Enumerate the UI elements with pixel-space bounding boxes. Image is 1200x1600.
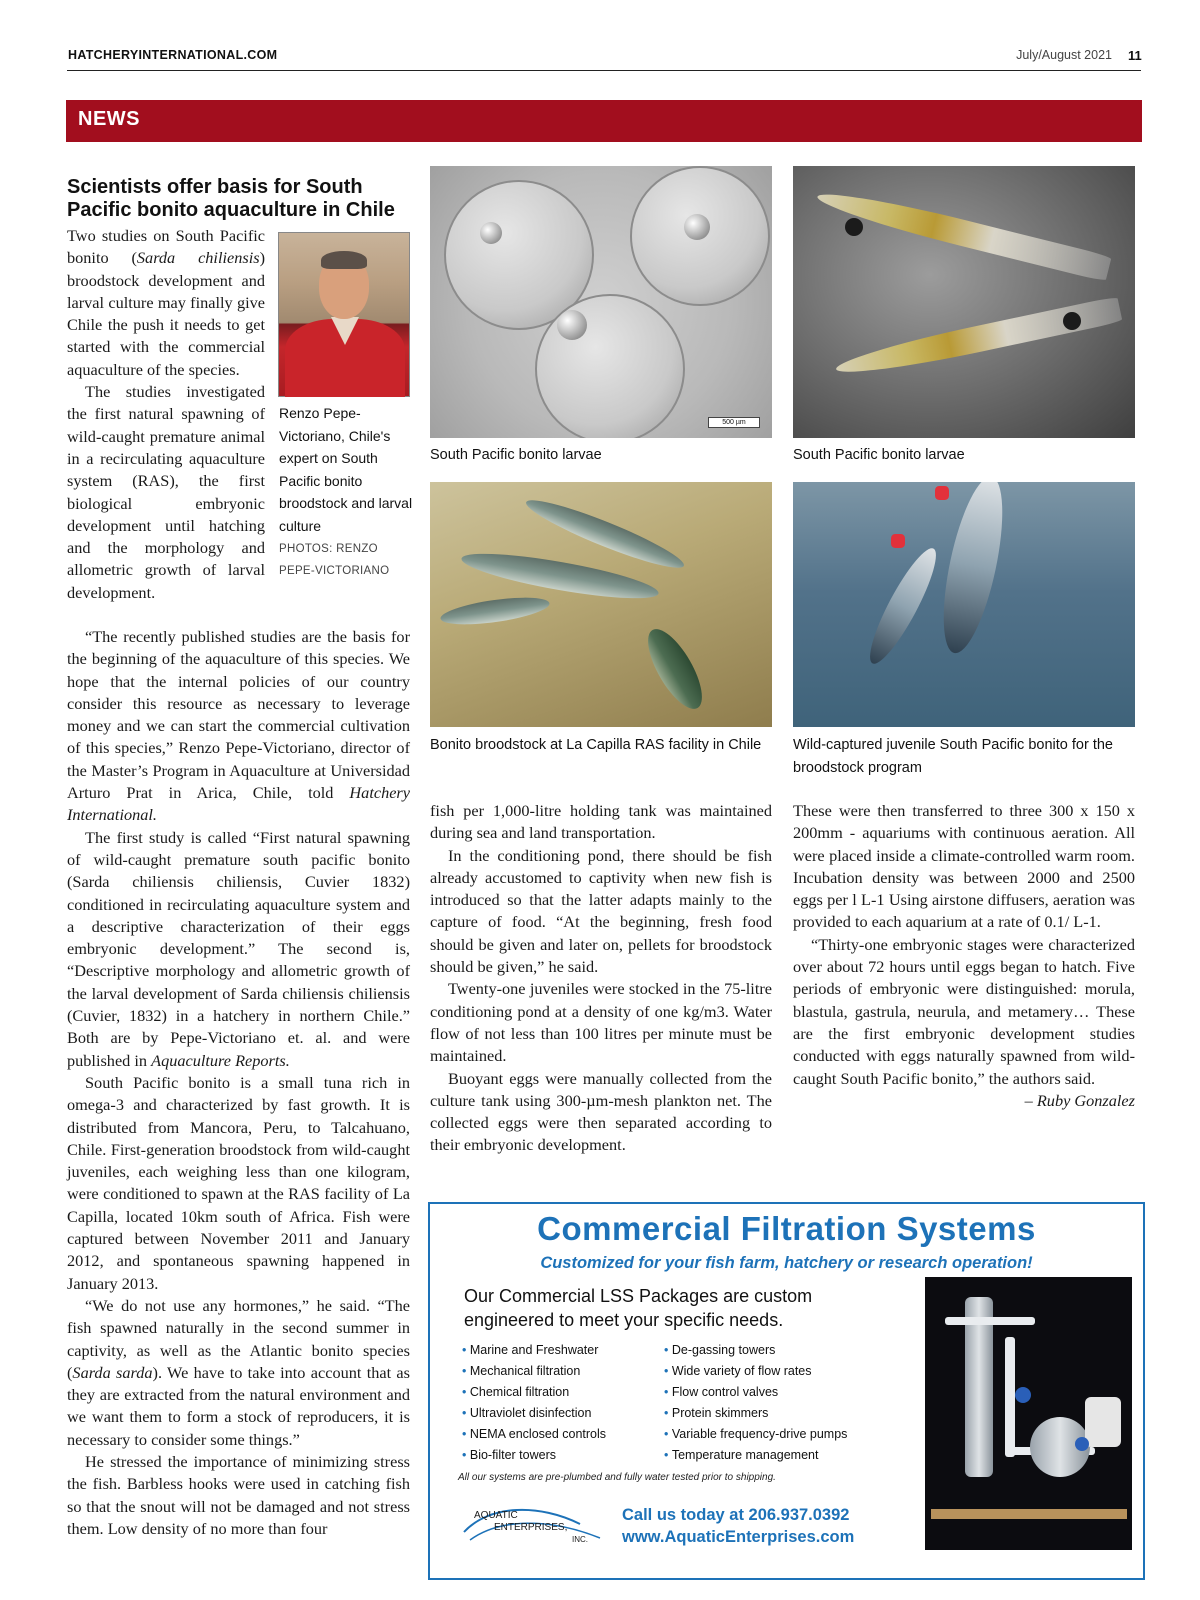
ad-phone[interactable]: Call us today at 206.937.0392 (622, 1506, 850, 1524)
ad-intro: Our Commercial LSS Packages are custom engineered to meet your specific needs. (464, 1286, 813, 1330)
ad-feature: • Protein skimmers (664, 1403, 884, 1424)
article-column-2 (430, 800, 772, 1157)
ad-feature: • NEMA enclosed controls (462, 1424, 672, 1445)
issue-date: July/August 2021 (1016, 48, 1112, 62)
egg (630, 166, 770, 306)
paragraph: South Pacific bonito is a small tuna rich in omega-3 and characterized by fast growth. It is distributed from Mancora, Peru, to Talcahuano, Chile. First-generation broodstock from wild-caught juveniles, each weighing less than one kilogram, were conditioned to spawn at the RAS facility of La Capilla, located 10km south of Africa. Fish were captured between November 2011 and January 2012, and spontaneous spawning happened in January 2013. (67, 1072, 410, 1293)
paragraph: Twenty-one juveniles were stocked in the 75-litre conditioning pond at a density of one kg/m3. Water flow of not less than 100 litres per minute must be maintained. (430, 979, 772, 1066)
bonito-fish (860, 542, 946, 670)
author-signature: – Ruby Gonzalez (1024, 1090, 1135, 1110)
ad-feature: • Mechanical filtration (462, 1361, 672, 1382)
ad-feature: • Variable frequency-drive pumps (664, 1424, 884, 1445)
paragraph: The studies investigated the first natural spawning of wild-caught premature animal in a recirculating aquaculture system (RAS), the first biological embryonic development until hatching and the morphology and allometric growth of larval development. (67, 382, 265, 602)
fishing-lure (891, 534, 905, 548)
fish (439, 592, 551, 629)
paragraph: Two studies on South Pacific bonito (Sarda chiliensis) broodstock development and larval culture may finally give Chile the push it needs to get started with the commercial aquaculture of the species. (67, 226, 265, 379)
equipment-base (931, 1509, 1127, 1519)
wild-bonito-caption: Wild-captured juvenile South Pacific bonito for the broodstock program (793, 737, 1113, 776)
portrait-caption: Renzo Pepe-Victoriano, Chile's expert on South Pacific bonito broodstock and larval culture (279, 405, 413, 534)
portrait-hair (321, 251, 367, 269)
oil-droplet (480, 222, 502, 244)
paragraph: Buoyant eggs were manually collected from the culture tank using 300-µm-mesh plankton net. The collected eggs were then separated according to their embryonic development. (430, 1068, 772, 1155)
larva-eye (845, 218, 863, 236)
logo-text-2: ENTERPRISES, (494, 1522, 568, 1533)
article-column-1-top (67, 225, 265, 604)
ad-title: Commercial Filtration Systems (537, 1210, 1036, 1247)
scale-bar: 500 µm (708, 417, 760, 428)
oil-droplet (684, 214, 710, 240)
logo-text-3: INC. (572, 1535, 588, 1544)
ad-feature: • Wide variety of flow rates (664, 1361, 884, 1382)
fish (638, 622, 712, 717)
ad-feature: • Chemical filtration (462, 1382, 672, 1403)
larvae-photo (793, 166, 1135, 438)
aquatic-enterprises-logo (460, 1494, 610, 1550)
ad-feature: • Temperature management (664, 1445, 884, 1466)
site-name: HATCHERYINTERNATIONAL.COM (68, 48, 278, 62)
larvae-caption: South Pacific bonito larvae (793, 447, 965, 463)
ad-feature: • Flow control valves (664, 1382, 884, 1403)
filtration-system-photo (925, 1277, 1132, 1550)
article-column-1 (67, 626, 410, 1540)
ad-feature: • Marine and Freshwater (462, 1340, 672, 1361)
ad-feature: • De-gassing towers (664, 1340, 884, 1361)
ad-feature: • Bio-filter towers (462, 1445, 672, 1466)
logo-text-1: AQUATIC (474, 1510, 518, 1521)
portrait-photo (278, 232, 410, 397)
header-rule (67, 70, 1141, 71)
photo-credit: PHOTOS: RENZO PEPE-VICTORIANO (279, 543, 390, 577)
paragraph: fish per 1,000-litre holding tank was maintained during sea and land transportation. (430, 801, 772, 843)
bonito-fish (932, 482, 1014, 658)
control-box (1085, 1397, 1121, 1447)
pipe (1005, 1337, 1015, 1457)
paragraph: These were then transferred to three 300 x 150 x 200mm - aquariums with continuous aeration. All were placed inside a climate-controlled warm room. Incubation density was between 2000 and 2500 eggs per l L-1 Using airstone diffusers, aeration was provided to each aquarium at a rate of 0.1/ L-1. (793, 801, 1135, 932)
article-column-3 (793, 800, 1135, 1112)
egg (535, 294, 685, 438)
ad-subtitle: Customized for your fish farm, hatchery or research operation! (540, 1254, 1033, 1272)
paragraph: “The recently published studies are the basis for the beginning of the aquaculture of this species. We hope that the internal policies of our country consider this resource as necessary to leverage money and we can start the commercial cultivation of this species,” Renzo Pepe-Victoriano, director of the Master’s Program in Aquaculture at Universidad Arturo Prat in Arica, Chile, told Hatchery International. (67, 627, 410, 825)
ad-note: All our systems are pre-plumbed and fully water tested prior to shipping. (458, 1472, 776, 1483)
article-headline: Scientists offer basis for South Pacific bonito aquaculture in Chile (67, 176, 395, 221)
broodstock-caption: Bonito broodstock at La Capilla RAS facility in Chile (430, 737, 762, 753)
ad-feature: • Ultraviolet disinfection (462, 1403, 672, 1424)
valve (1015, 1387, 1031, 1403)
section-banner (66, 100, 1142, 142)
ad-features-left (462, 1340, 672, 1466)
filtration-advertisement[interactable] (428, 1202, 1145, 1580)
pipe (945, 1317, 1035, 1325)
eggs-caption: South Pacific bonito larvae (430, 447, 602, 463)
oil-droplet (557, 310, 587, 340)
paragraph: “We do not use any hormones,” he said. “The fish spawned naturally in the second summer in captivity, as well as the Atlantic bonito species (Sarda sarda). We have to take into account that as they are extracted from the natural environment and we want them to form a stock of reproducers, it is necessary to consider some things.” (67, 1295, 410, 1449)
paragraph: The first study is called “First natural spawning of wild-caught premature south pacific bonito (Sarda chiliensis chiliensis, Cuvier 1832) conditioned in recirculating aquaculture system and a descriptive characterization of their eggs embryonic development.” The second is, “Descriptive morphology and allometric growth of the larval development of Sarda chiliensis chiliensis (Cuvier, 1832) in a hatchery in northern Chile.” Both are by Pepe-Victoriano et. al. and were published in Aquaculture Reports. (67, 827, 410, 1070)
page-number: 11 (1128, 48, 1142, 63)
section-label: NEWS (78, 108, 140, 130)
ad-features-right (664, 1340, 884, 1466)
ad-website-link[interactable]: www.AquaticEnterprises.com (622, 1528, 855, 1546)
fishing-lure (935, 486, 949, 500)
paragraph: “Thirty-one embryonic stages were characterized over about 72 hours until eggs began to hatch. Five periods of embryonic were distinguished: morula, blastula, gastrula, neurula, and metamery… These are the first embryonic development studies conducted with eggs naturally spawned from wild-caught South Pacific bonito,” the authors said. (793, 934, 1135, 1088)
larva-eye (1063, 312, 1081, 330)
valve (1075, 1437, 1089, 1451)
eggs-photo (430, 166, 772, 438)
paragraph: He stressed the importance of minimizing stress the fish. Barbless hooks were used in catching fish so that the snout will not be damaged and not stress them. Low density of no more than four (67, 1451, 410, 1538)
wild-bonito-photo (793, 482, 1135, 727)
paragraph: In the conditioning pond, there should be fish already accustomed to captivity when new fish is introduced so that the latter adapts mainly to the capture of food. “At the beginning, fresh food should be given and later on, pellets for broodstock should be given,” he said. (430, 845, 772, 977)
larva (833, 296, 1122, 382)
broodstock-photo (430, 482, 772, 727)
ad-contact[interactable] (622, 1504, 854, 1548)
